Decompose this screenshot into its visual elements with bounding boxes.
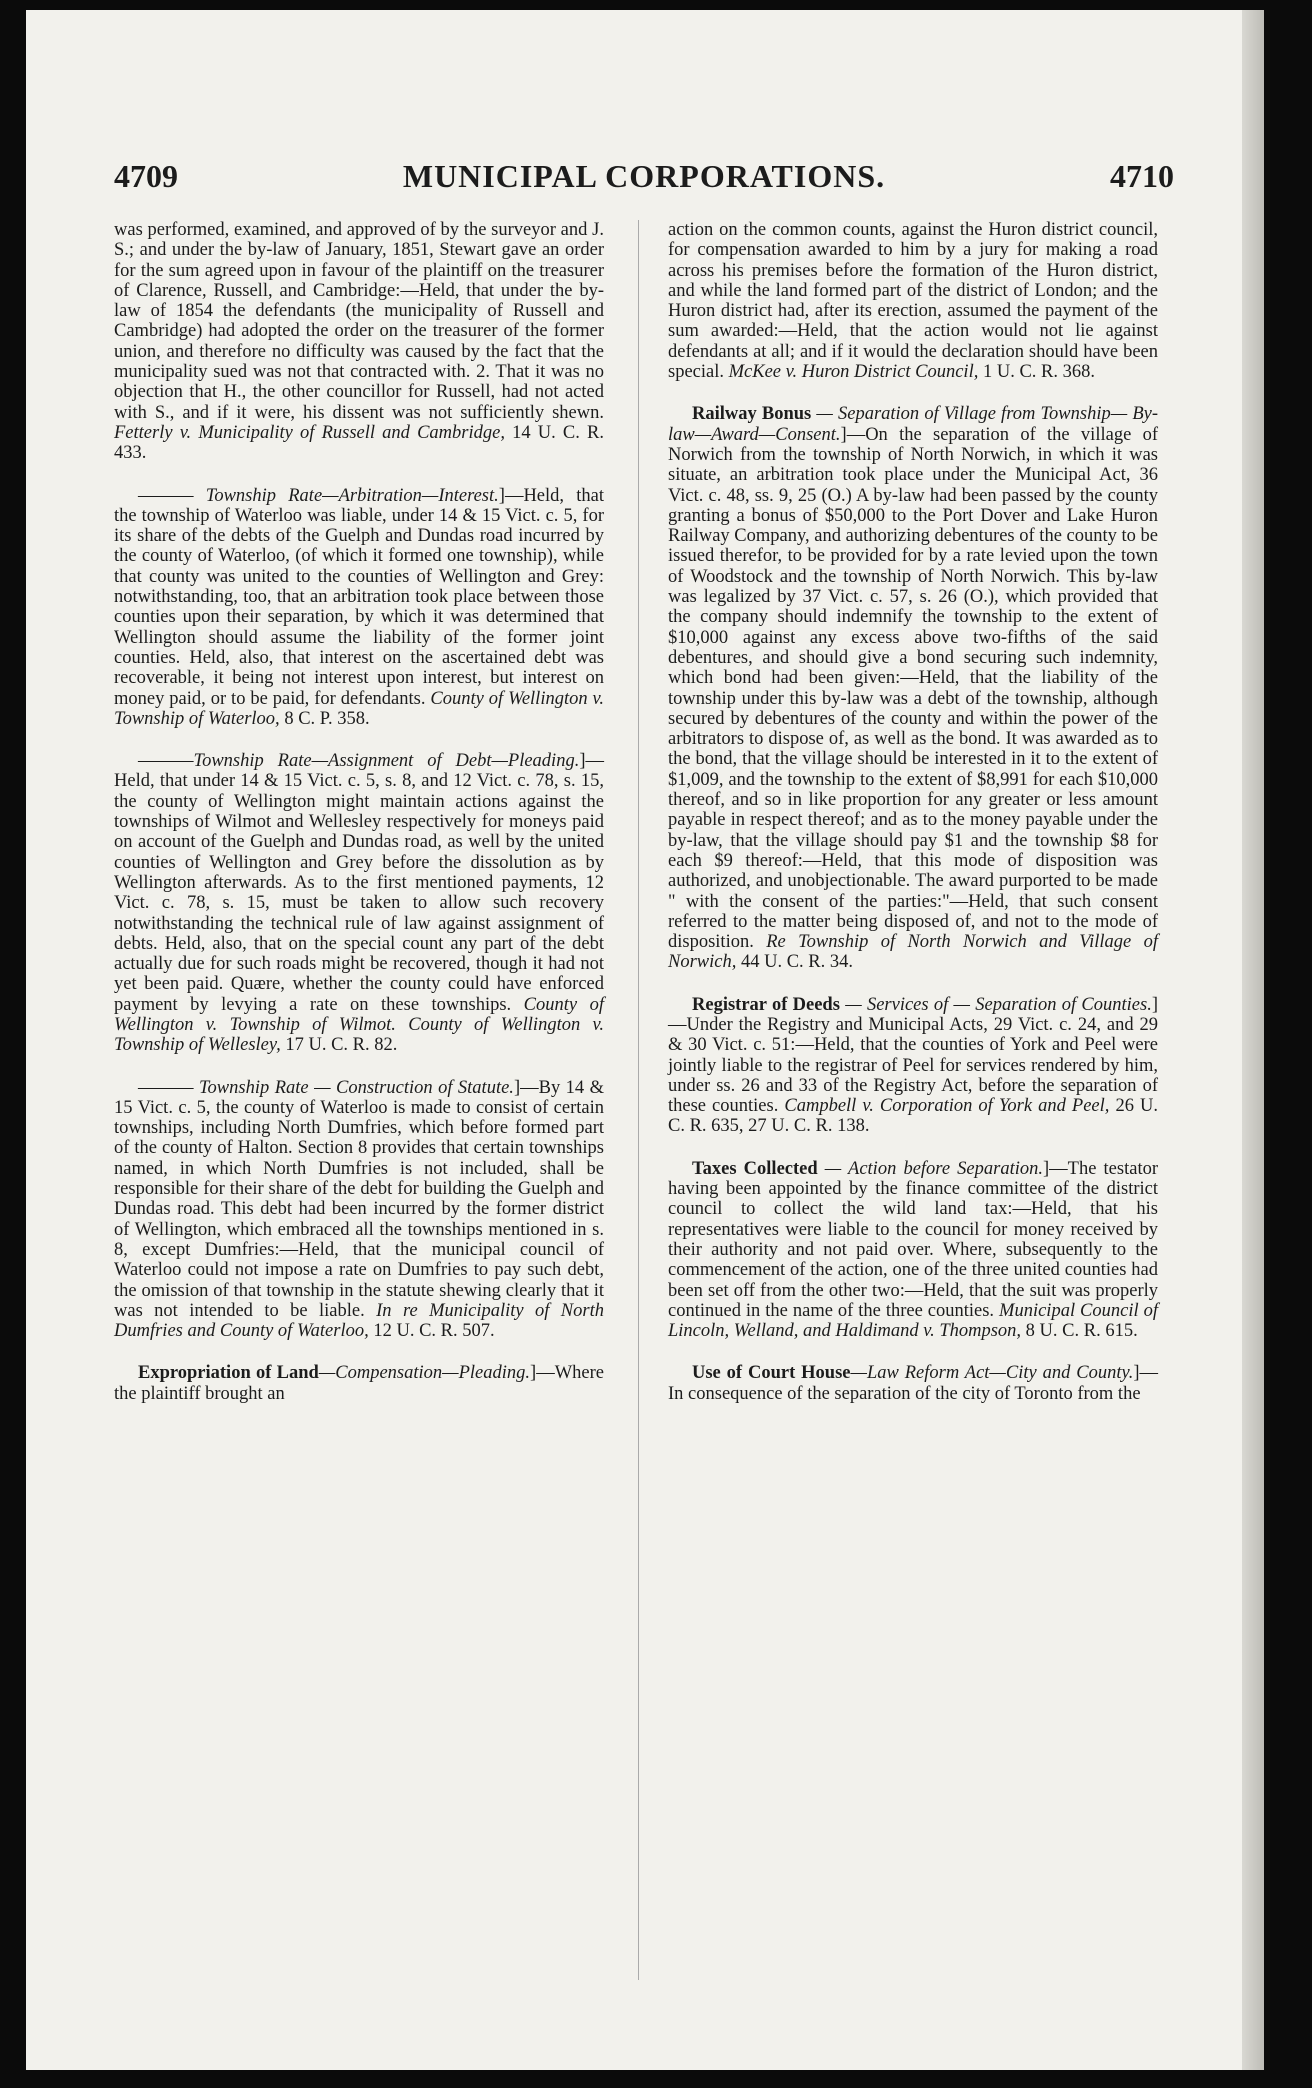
column-divider xyxy=(638,220,639,1980)
paragraph: was performed, examined, and approved of by the surveyor and J. S.; and under the by-law of January, 1851, Stewart gave an order for the sum agreed upon in favour of the plaintiff on the treasurer of Clarence, Russell, and Cambridge:—Held, that under the by-law of 1854 the defendants (the municipality of Russell and Cambridge) had adopted the order on the treasurer of the former union, and therefore no difficulty was caused by the fact that the municipality sued was not that contracted with. 2. That it was no objection that H., the other councillor for Russell, had not acted with S., and if it were, his dissent was not sufficiently shewn. Fetterly v. Municipality of Russell and Cambridge, 14 U. C. R. 433. xyxy=(114,220,604,464)
book-page xyxy=(26,10,1264,2070)
paragraph: Use of Court House—Law Reform Act—City and County.]—In consequence of the separation of the city of Toronto from the xyxy=(668,1363,1158,1404)
paragraph: Railway Bonus — Separation of Village from Township— By-law—Award—Consent.]—On the separation of the village of Norwich from the township of North Norwich, in which it was situate, an arbitration took place under the Municipal Act, 36 Vict. c. 48, ss. 9, 25 (O.) A by-law had been passed by the county granting a bonus of $50,000 to the Port Dover and Lake Huron Railway Company, and authorizing debentures of the county to be issued therefor, to be provided for by a rate levied upon the town of Woodstock and the township of North Norwich. This by-law was legalized by 37 Vict. c. 57, s. 26 (O.), which provided that the company should indemnify the township to the extent of $10,000 against any excess above two-fifths of the said debentures, and should give a bond securing such indemnity, which bond had been given:—Held, that the liability of the township under this by-law was a debt of the township, although secured by debentures of the county and within the power of the arbitrators to dispose of, as well as the bond. It was awarded as to the bond, that the village should be interested in it to the extent of $1,009, and the township to the extent of $8,991 for each $10,000 thereof, and so in like proportion for any greater or less amount payable in respect thereof; and as to the money payable under the by-law, that the village should pay $1 and the township $8 for each $9 thereof:—Held, that this mode of disposition was authorized, and unobjectionable. The award purported to be made " with the consent of the parties:"—Held, that such consent referred to the matter being disposed of, and not to the mode of disposition. Re Township of North Norwich and Village of Norwich, 44 U. C. R. 34. xyxy=(668,404,1158,973)
page-number-left: 4709 xyxy=(114,158,178,194)
paragraph: ——— Township Rate — Construction of Statute.]—By 14 & 15 Vict. c. 5, the county of Waterloo is made to consist of certain townships, including North Dumfries, which before formed part of the county of Halton. Section 8 provides that certain townships named, in which North Dumfries is not included, shall be responsible for their share of the debt for building the Guelph and Dundas road. This debt had been incurred by the former district of Wellington, which embraced all the townships mentioned in s. 8, except Dumfries:—Held, that the municipal council of Waterloo could not impose a rate on Dumfries to pay such debt, the omission of that township in the statute shewing clearly that it was not intended to be liable. In re Municipality of North Dumfries and County of Waterloo, 12 U. C. R. 507. xyxy=(114,1077,605,1342)
running-header xyxy=(114,158,1174,208)
right-column xyxy=(668,220,1158,1426)
paragraph: action on the common counts, against the Huron district council, for compensation awarded to him by a jury for making a road across his premises before the formation of the Huron district, and while the land formed part of the district of London; and the Huron district had, after its erection, assumed the payment of the sum awarded:—Held, that the action would not lie against defendants at all; and if it would the declaration should have been special. McKee v. Huron District Council, 1 U. C. R. 368. xyxy=(668,220,1158,383)
paragraph: Expropriation of Land—Compensation—Pleading.]—Where the plaintiff brought an xyxy=(114,1363,604,1404)
paragraph: Taxes Collected — Action before Separation.]—The testator having been appointed by the finance committee of the district council to collect the wild land tax:—Held, that his representatives were liable to the council for money received by their authority and not paid over. Where, subsequently to the commencement of the action, one of the three united counties had been set off from the other two:—Held, that the suit was properly continued in the name of the three counties. Municipal Council of Lincoln, Welland, and Haldimand v. Thompson, 8 U. C. R. 615. xyxy=(668,1158,1158,1342)
paragraph: Registrar of Deeds — Services of — Separation of Counties.]—Under the Registry and Municipal Acts, 29 Vict. c. 24, and 29 & 30 Vict. c. 51:—Held, that the counties of York and Peel were jointly liable to the registrar of Peel for services rendered by him, under ss. 26 and 33 of the Registry Act, before the separation of these counties. Campbell v. Corporation of York and Peel, 26 U. C. R. 635, 27 U. C. R. 138. xyxy=(668,994,1158,1137)
paragraph: ———Township Rate—Assignment of Debt—Pleading.]—Held, that under 14 & 15 Vict. c. 5, s. 8, and 12 Vict. c. 78, s. 15, the county of Wellington might maintain actions against the townships of Wilmot and Wellesley respectively for moneys paid on account of the Guelph and Dundas road, as well by the united counties of Wellington and Grey before the dissolution as by Wellington afterwards. As to the first mentioned payments, 12 Vict. c. 78, s. 15, must be taken to allow such recovery notwithstanding the technical rule of law against assignment of debts. Held, also, that on the special count any part of the debt actually due for such roads might be recovered, though it had not yet been paid. Quære, whether the county could have enforced payment by levying a rate on these townships. County of Wellington v. Township of Wilmot. County of Wellington v. Township of Wellesley, 17 U. C. R. 82. xyxy=(114,751,604,1056)
page-title: MUNICIPAL CORPORATIONS. xyxy=(402,158,886,194)
paragraph: ——— Township Rate—Arbitration—Interest.]—Held, that the township of Waterloo was liable, under 14 & 15 Vict. c. 5, for its share of the debts of the Guelph and Dundas road incurred by the county of Waterloo, (of which it formed one township), while that county was united to the counties of Wellington and Grey: notwithstanding, too, that an arbitration took place between those counties upon their separation, by which it was determined that Wellington should assume the liability of the former joint counties. Held, also, that interest on the ascertained debt was recoverable, it being not interest upon interest, but interest on money paid, or to be paid, for defendants. County of Wellington v. Township of Waterloo, 8 C. P. 358. xyxy=(114,485,605,729)
page-edge xyxy=(1242,10,1264,2070)
page-number-right: 4710 xyxy=(1110,158,1174,194)
left-column xyxy=(114,220,604,1426)
